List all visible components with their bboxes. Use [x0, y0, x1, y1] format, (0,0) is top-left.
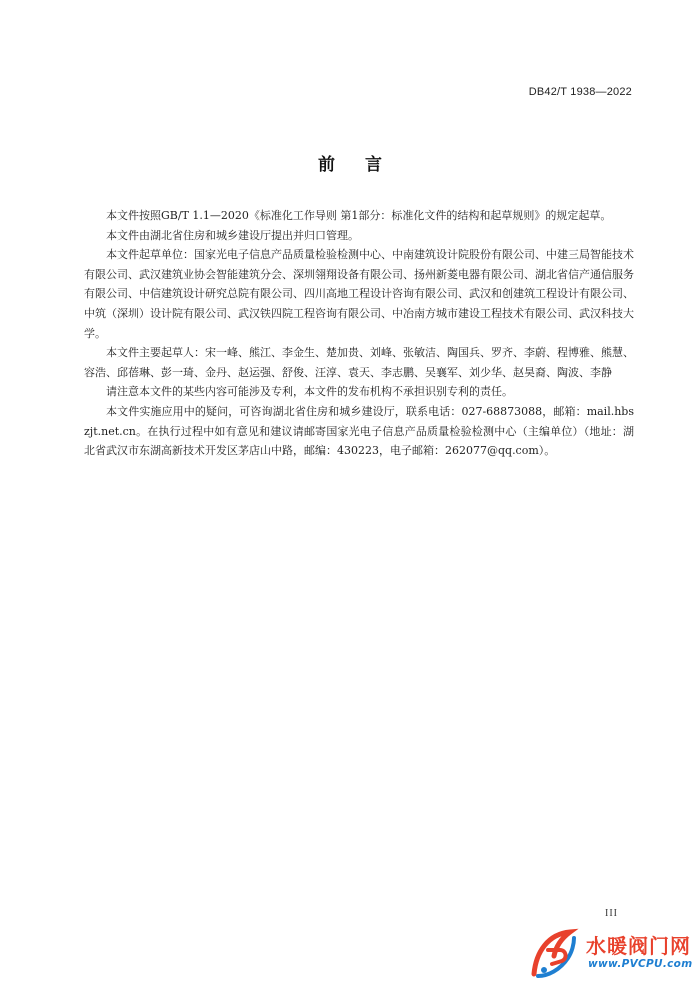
watermark-site-url: www.PVCPU.com [588, 958, 693, 970]
paragraph-drafting-rule: 本文件按照GB/T 1.1—2020《标准化工作导则 第1部分：标准化文件的结构和起草规则》的规定起草。 [106, 209, 612, 222]
paragraph-contact-info: 本文件实施应用中的疑问，可咨询湖北省住房和城乡建设厅，联系电话：027-68873088，邮箱：mail.hbszjt.net.cn。在执行过程中如有意见和建议请邮寄国家光电子信息产品质量检验检测中心（主编单位）（地址：湖北省武汉市东湖高新技术开发区茅店山中路，邮编：430223，电子邮箱：262077@qq.com）。 [84, 404, 634, 458]
document-code: DB42/T 1938—2022 [528, 86, 632, 98]
paragraph-patent-notice: 请注意本文件的某些内容可能涉及专利，本文件的发布机构不承担识别专利的责任。 [106, 385, 513, 399]
foreword-body [84, 206, 634, 461]
paragraph-drafting-units: 本文件起草单位：国家光电子信息产品质量检验检测中心、中南建筑设计院股份有限公司、中建三局智能技术有限公司、武汉建筑业协会智能建筑分会、深圳翎翔设备有限公司、扬州新菱电器有限公司、湖北省信产通信服务有限公司、中信建筑设计研究总院有限公司、四川高地工程设计咨询有限公司、武汉和创建筑工程设计有限公司、中筑（深圳）设计院有限公司、武汉铁四院工程咨询有限公司、中冶南方城市建设工程技术有限公司、武汉科技大学。 [84, 248, 634, 340]
watermark-site-name: 水暖阀门网 [586, 934, 691, 958]
page-number: III [605, 908, 618, 919]
site-watermark [526, 922, 694, 984]
watermark-logo-icon [526, 924, 584, 982]
page-title: 前 言 [318, 155, 394, 175]
paragraph-proposer: 本文件由湖北省住房和城乡建设厅提出并归口管理。 [106, 228, 359, 242]
paragraph-drafters: 本文件主要起草人：宋一峰、熊江、李金生、楚加贵、刘峰、张敏洁、陶国兵、罗齐、李蔚、程博雅、熊慧、容浩、邱蓓琳、彭一琦、金丹、赵运强、舒俊、汪淳、袁天、李志鹏、吴襄军、刘少华、赵昊裔、陶波、李静 [84, 346, 634, 379]
